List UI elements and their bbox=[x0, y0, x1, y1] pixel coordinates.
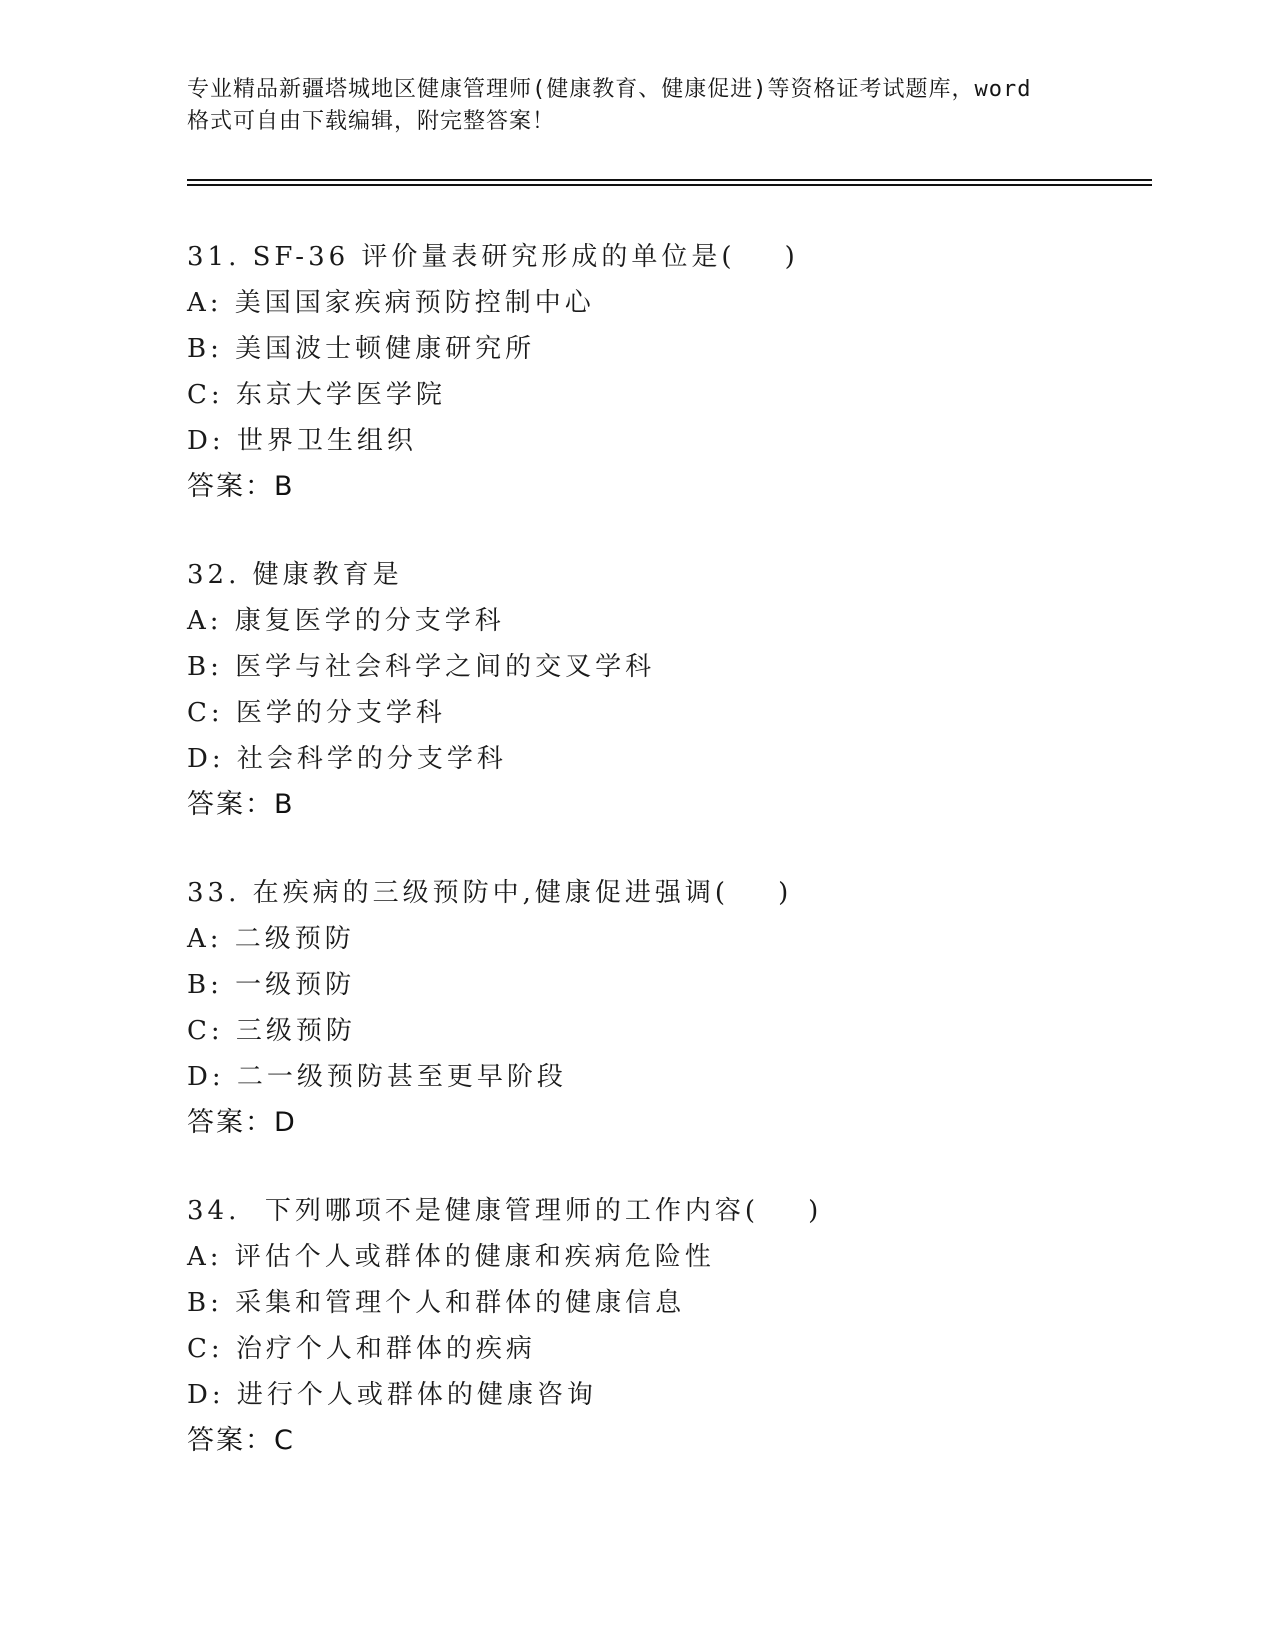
option-a: A: 康复医学的分支学科 bbox=[187, 606, 505, 636]
option-b: B: 医学与社会科学之间的交叉学科 bbox=[187, 652, 656, 682]
option-c: C: 三级预防 bbox=[187, 1016, 356, 1046]
header-line-2: 格式可自由下载编辑，附完整答案！ bbox=[187, 109, 556, 134]
option-a: A: 美国国家疾病预防控制中心 bbox=[187, 288, 595, 318]
question-33 bbox=[187, 870, 1087, 1146]
option-d: D: 二一级预防甚至更早阶段 bbox=[187, 1062, 567, 1092]
question-32 bbox=[187, 552, 1087, 828]
option-d: D: 社会科学的分支学科 bbox=[187, 744, 507, 774]
option-a: A: 二级预防 bbox=[187, 924, 355, 954]
answer-label: 答案：C bbox=[187, 1425, 295, 1456]
option-b: B: 采集和管理个人和群体的健康信息 bbox=[187, 1288, 686, 1318]
question-title: 33. 在疾病的三级预防中,健康促进强调( ) bbox=[187, 878, 793, 908]
answer-label: 答案：B bbox=[187, 471, 295, 502]
option-b: B: 美国波士顿健康研究所 bbox=[187, 334, 536, 364]
question-title: 34. 下列哪项不是健康管理师的工作内容( ) bbox=[187, 1196, 823, 1226]
header-divider-bottom bbox=[187, 184, 1152, 186]
header-line-1: 专业精品新疆塔城地区健康管理师(健康教育、健康促进)等资格证考试题库，word bbox=[187, 77, 1032, 102]
header-divider-top bbox=[187, 179, 1152, 181]
option-d: D: 世界卫生组织 bbox=[187, 426, 417, 456]
document-header bbox=[187, 74, 1087, 138]
question-title: 32. 健康教育是 bbox=[187, 560, 403, 590]
answer-label: 答案：B bbox=[187, 789, 295, 820]
answer-label: 答案：D bbox=[187, 1107, 297, 1138]
question-title: 31. SF-36 评价量表研究形成的单位是( ) bbox=[187, 242, 799, 272]
option-d: D: 进行个人或群体的健康咨询 bbox=[187, 1380, 597, 1410]
option-b: B: 一级预防 bbox=[187, 970, 356, 1000]
question-31 bbox=[187, 234, 1087, 510]
option-c: C: 东京大学医学院 bbox=[187, 380, 446, 410]
option-c: C: 治疗个人和群体的疾病 bbox=[187, 1334, 536, 1364]
question-34 bbox=[187, 1188, 1087, 1464]
option-a: A: 评估个人或群体的健康和疾病危险性 bbox=[187, 1242, 715, 1272]
option-c: C: 医学的分支学科 bbox=[187, 698, 446, 728]
